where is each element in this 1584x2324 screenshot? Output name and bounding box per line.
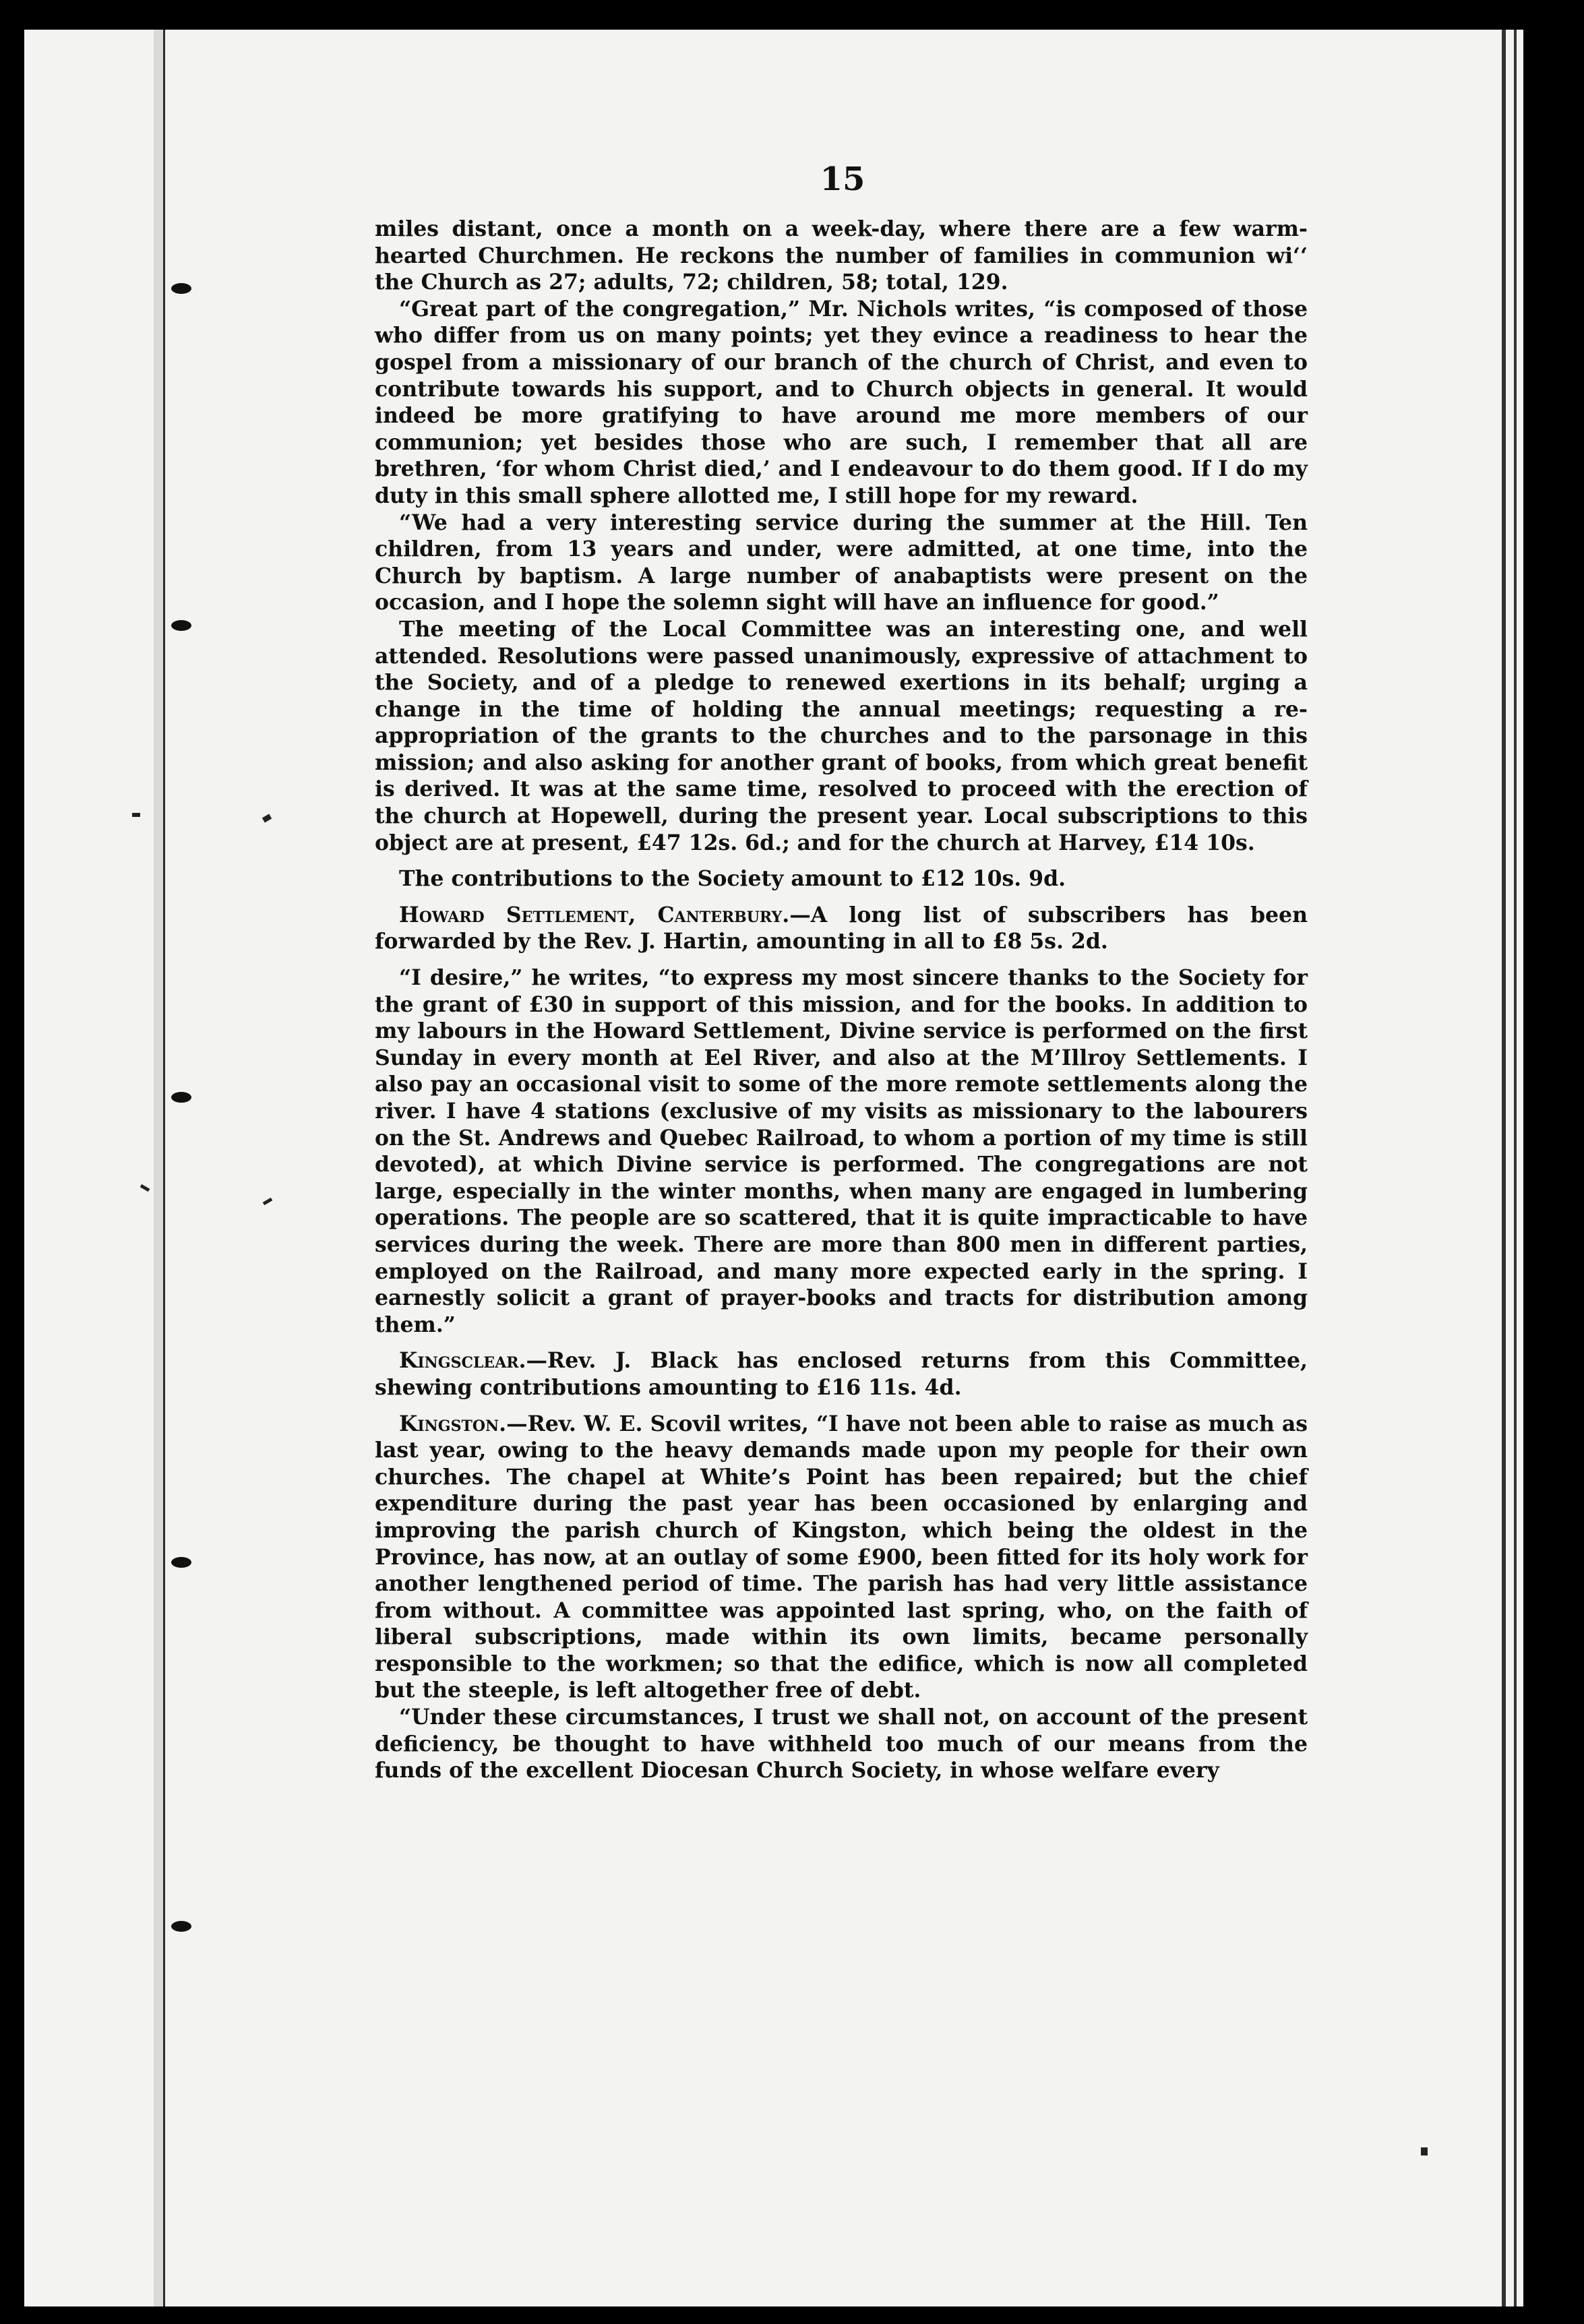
binding-stitch: [171, 1921, 191, 1932]
binding-stitch: [171, 283, 191, 294]
paragraph: [375, 1704, 1308, 1784]
ink-speck: [132, 813, 140, 817]
paragraph-text: —Rev. W. E. Scovil writes, “I have not been able to raise as much as last year, owing to the heavy demands made upon my people for their own churches. The chapel at White’s Point has been repaired; but the chief expenditure during the past year has been occasioned by enlarging and improving the parish church of Kingston, which being the oldest in the Province, has now, at an outlay of some £900, been fitted for its holy work for another lengthened period of time. The parish has had very little assistance from without. A committee was appointed last spring, who, on the faith of liberal subscriptions, made within its own limits, became personally responsible to the workmen; so that the edifice, which is now all completed but the steeple, is left altogether free of debt.: [375, 1411, 1308, 1703]
paragraph-text: “Under these circumstances, I trust we shall not, on account of the present deficiency, be thought to have withheld too much of our means from the funds of the excellent Diocesan Church Society, in whose welfare every: [375, 1705, 1308, 1783]
section-heading: Kingston.: [399, 1411, 507, 1436]
paragraph-text: “Great part of the congregation,” Mr. Nichols writes, “is composed of those who differ from us on many points; yet they evince a readiness to hear the gospel from a missionary of our branch of the church of Christ, and even to contribute towards his support, and to Church objects in general. It would indeed be more gratifying to have around me more members of our communion; yet besides those who are such, I remember that all are brethren, ‘for whom Christ died,’ and I endeavour to do them good. If I do my duty in this small sphere allotted me, I still hope for my reward.: [375, 296, 1308, 508]
section-heading: Howard Settlement, Canterbury.: [399, 902, 790, 927]
page-edge-line: [1514, 30, 1517, 2306]
binding-edge: [154, 30, 165, 2306]
page-number: 15: [820, 160, 865, 198]
paragraph: [375, 865, 1308, 892]
paragraph: [375, 510, 1308, 616]
paragraph-text: The contributions to the Society amount to £12 10s. 9d.: [399, 866, 1066, 892]
ink-speck: [1421, 2147, 1428, 2155]
paragraph-text: The meeting of the Local Committee was an interesting one, and well attended. Resolutions were passed unanimously, expressive of attachment to the Society, and of a pledge to renewed exertions in its behalf; urging a change in the time of holding the annual meetings; requesting a re-appropriation of the grants to the churches and to the parsonage in this mission; and also asking for another grant of books, from which great benefit is derived. It was at the same time, resolved to proceed with the erection of the church at Hopewell, during the present year. Local subscriptions to this object are at present, £47 12s. 6d.; and for the church at Harvey, £14 10s.: [375, 616, 1308, 855]
paragraph: [375, 1347, 1308, 1401]
page-edge-line: [1502, 30, 1506, 2306]
paragraph-text: —Rev. J. Black has enclosed returns from this Committee, shewing contributions amounting to £16 11s. 4d.: [375, 1348, 1308, 1400]
paragraph-text: —A long list of subscribers has been forwarded by the Rev. J. Hartin, amounting in all to £8 5s. 2d.: [375, 902, 1308, 954]
paragraph: [375, 296, 1308, 510]
binding-stitch: [171, 620, 191, 631]
section-heading: Kingsclear.: [399, 1348, 526, 1374]
binding-stitch: [171, 1092, 191, 1103]
paragraph-text: “I desire,” he writes, “to express my most sincere thanks to the Society for the grant of £30 in support of this mission, and for the books. In addition to my labours in the Howard Settlement, Divine service is performed on the first Sunday in every month at Eel River, and also at the M’Illroy Settlements. I also pay an occasional visit to some of the more remote settlements along the river. I have 4 stations (exclusive of my visits as missionary to the labourers on the St. Andrews and Quebec Railroad, to whom a portion of my time is still devoted), at which Divine service is performed. The congregations are not large, especially in the winter months, when many are engaged in lumbering operations. The people are so scattered, that it is quite impracticable to have services during the week. There are more than 800 men in different parties, employed on the Railroad, and many more expected early in the spring. I earnestly solicit a grant of prayer-books and tracts for distribution among them.”: [375, 965, 1308, 1337]
paragraph: [375, 902, 1308, 955]
paragraph: [375, 1411, 1308, 1705]
paragraph: [375, 216, 1308, 296]
binding-stitch: [171, 1557, 191, 1568]
paragraph: [375, 965, 1308, 1338]
paragraph: [375, 616, 1308, 856]
paragraph-text: miles distant, once a month on a week-day, where there are a few warm-hearted Churchmen. He reckons the number of families in communion wi‘‘ the Church as 27; adults, 72; children, 58; total, 129.: [375, 216, 1308, 295]
body-text: [375, 216, 1308, 1784]
paragraph-text: “We had a very interesting service during the summer at the Hill. Ten children, from 13 years and under, were admitted, at one time, into the Church by baptism. A large number of anabaptists were present on the occasion, and I hope the solemn sight will have an influence for good.”: [375, 510, 1308, 615]
